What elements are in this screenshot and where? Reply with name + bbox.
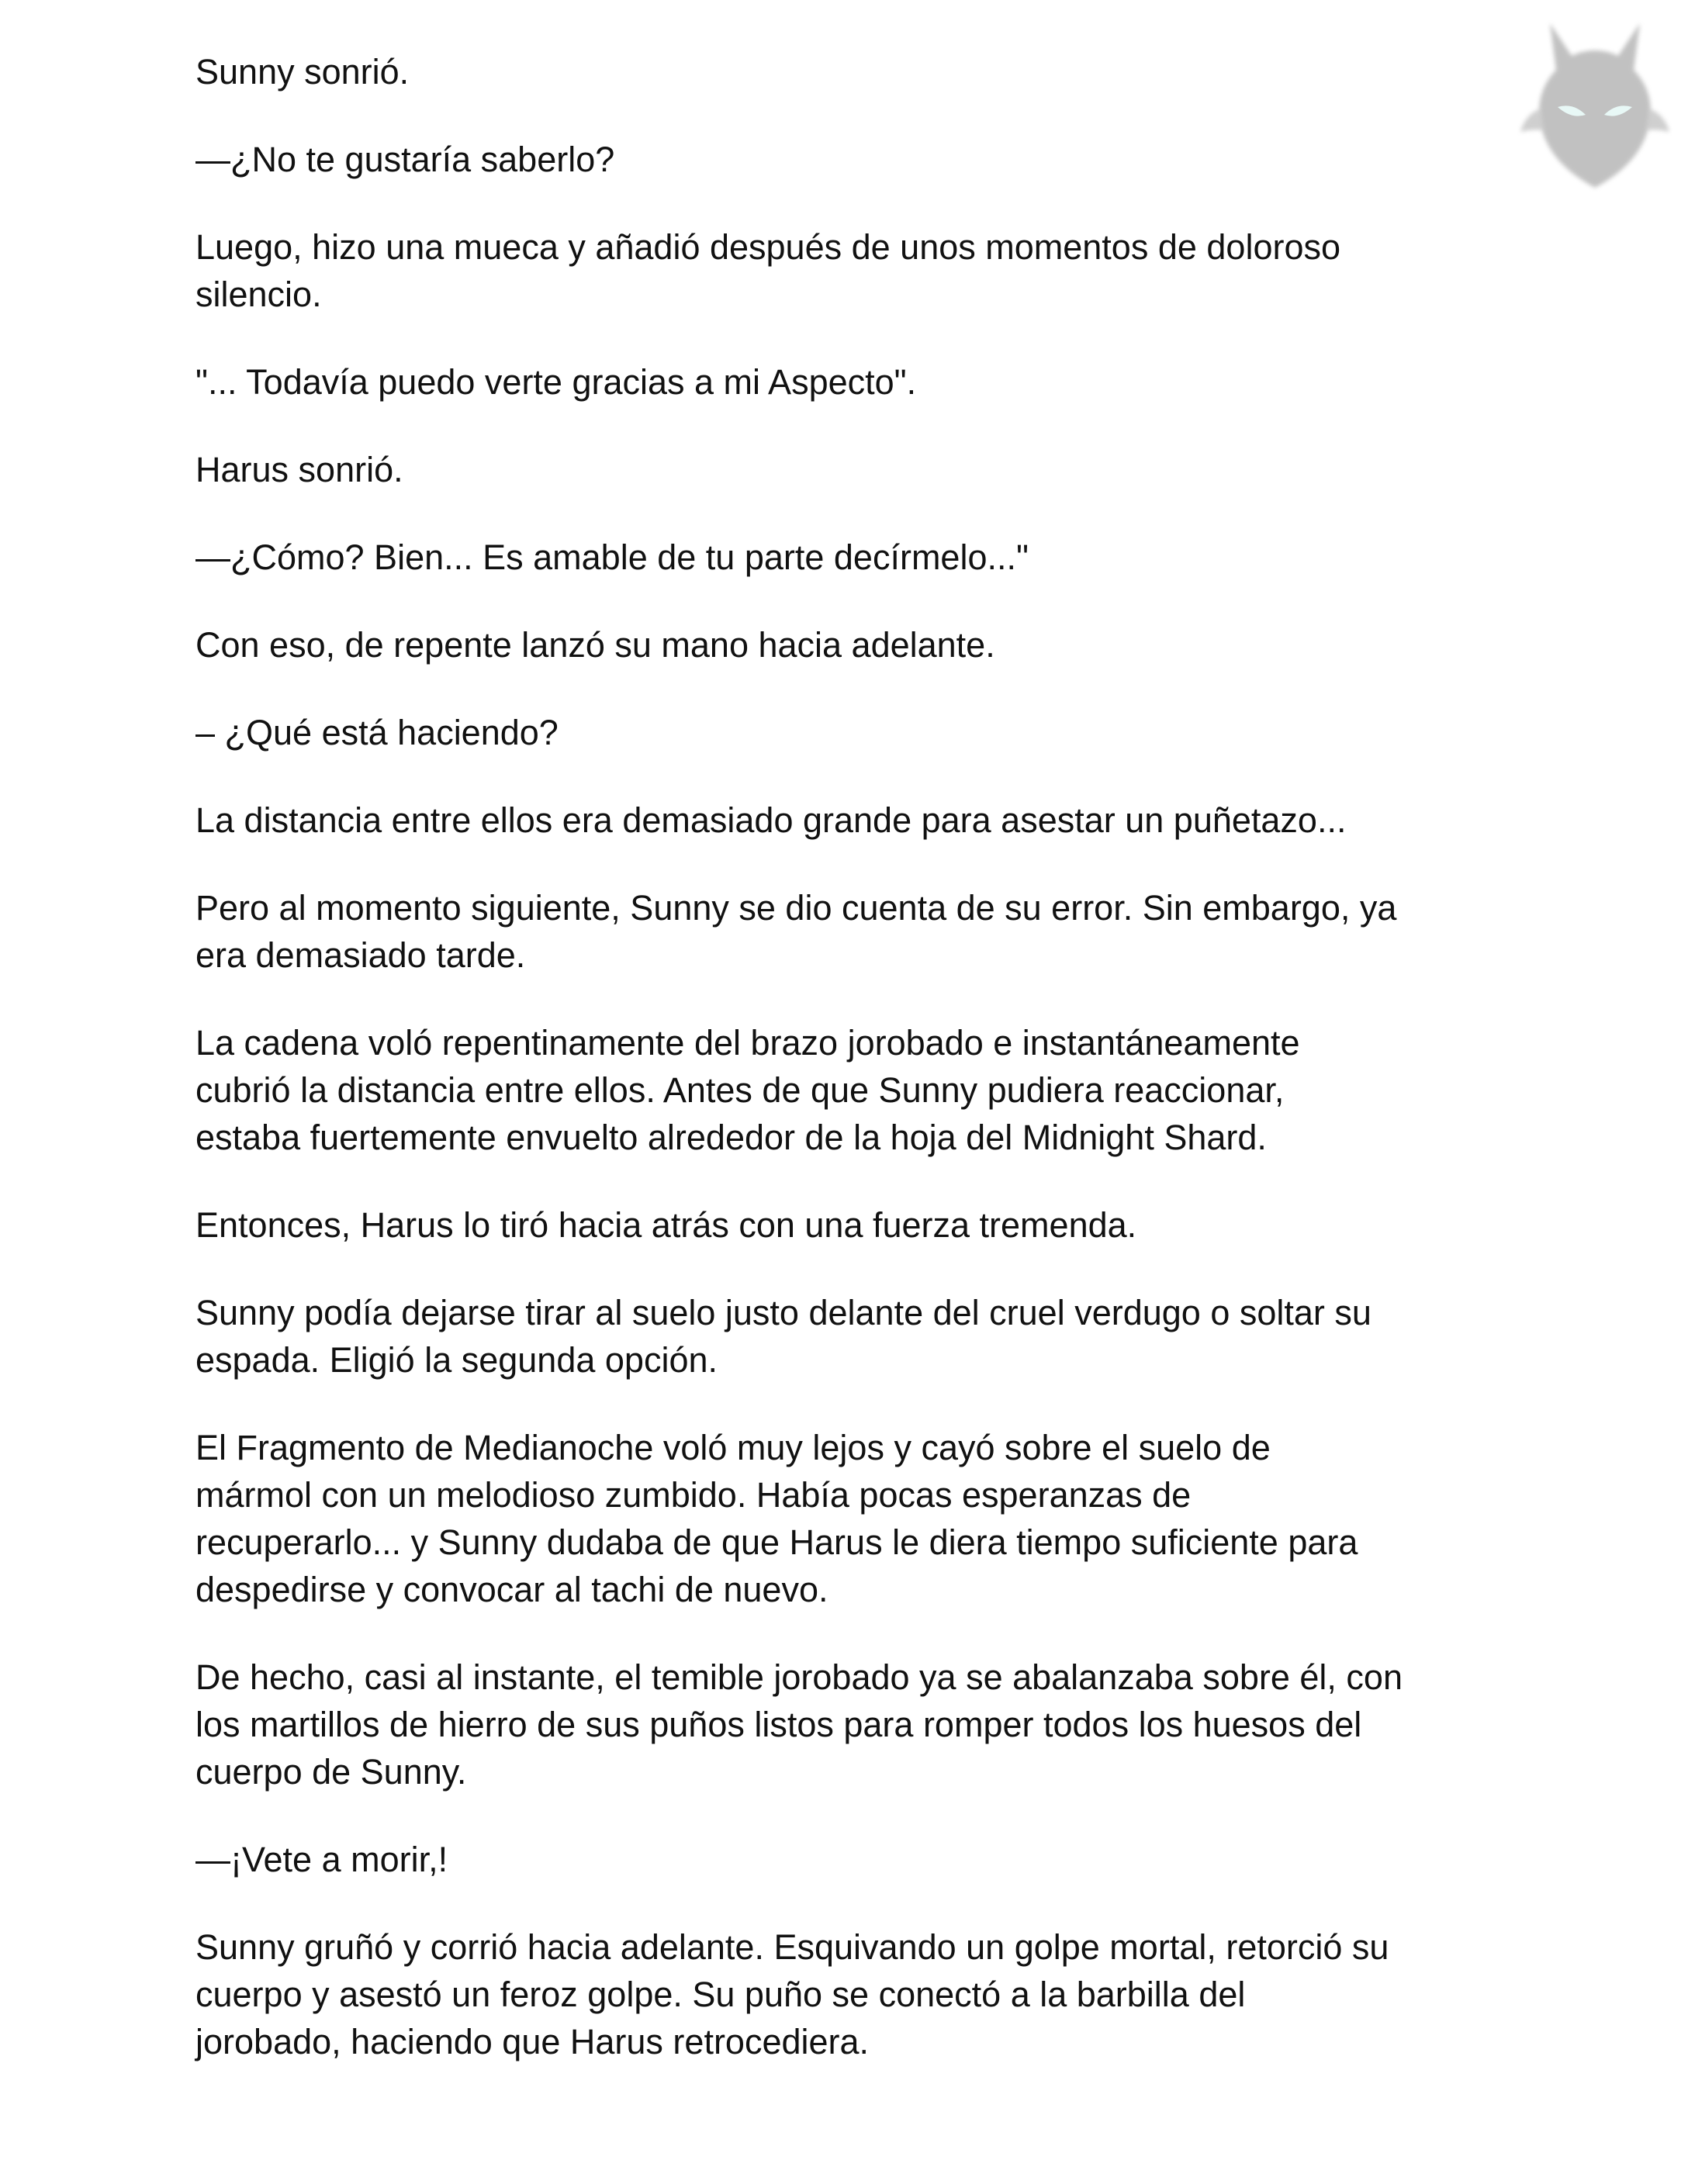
paragraph: La distancia entre ellos era demasiado grande para asestar un puñetazo... <box>195 800 1347 840</box>
document-body <box>195 48 1530 2106</box>
paragraph: Entonces, Harus lo tiró hacia atrás con una fuerza tremenda. <box>195 1205 1137 1245</box>
demon-head-logo-icon <box>1517 16 1672 194</box>
paragraph: Luego, hizo una mueca y añadió después de unos momentos de doloroso silencio. <box>195 227 1341 314</box>
paragraph: —¡Vete a morir,! <box>195 1840 448 1879</box>
paragraph: De hecho, casi al instante, el temible jorobado ya se abalanzaba sobre él, con los martillos de hierro de sus puños listos para romper todos los huesos del cuerpo de Sunny. <box>195 1657 1403 1792</box>
paragraph: Sunny sonrió. <box>195 52 410 92</box>
paragraph: Con eso, de repente lanzó su mano hacia adelante. <box>195 625 995 665</box>
paragraph: —¿Cómo? Bien... Es amable de tu parte decírmelo..." <box>195 537 1029 577</box>
paragraph: Harus sonrió. <box>195 450 403 489</box>
paragraph: – ¿Qué está haciendo? <box>195 713 559 752</box>
paragraph: Sunny gruñó y corrió hacia adelante. Esquivando un golpe mortal, retorció su cuerpo y asestó un feroz golpe. Su puño se conectó a la barbilla del jorobado, haciendo que Harus retrocediera. <box>195 1927 1389 2061</box>
paragraph: La cadena voló repentinamente del brazo jorobado e instantáneamente cubrió la distancia entre ellos. Antes de que Sunny pudiera reaccionar, estaba fuertemente envuelto alrededor de la hoja del Midnight Shard. <box>195 1023 1300 1157</box>
paragraph: Sunny podía dejarse tirar al suelo justo delante del cruel verdugo o soltar su espada. Eligió la segunda opción. <box>195 1293 1372 1380</box>
paragraph: —¿No te gustaría saberlo? <box>195 140 615 179</box>
paragraph: "... Todavía puedo verte gracias a mi Aspecto". <box>195 362 917 402</box>
paragraph: El Fragmento de Medianoche voló muy lejos y cayó sobre el suelo de mármol con un melodioso zumbido. Había pocas esperanzas de recuperarlo... y Sunny dudaba de que Harus le diera tiempo suficiente para despedirse y convocar al tachi de nuevo. <box>195 1428 1358 1609</box>
paragraph: Pero al momento siguiente, Sunny se dio cuenta de su error. Sin embargo, ya era demasiado tarde. <box>195 888 1397 975</box>
